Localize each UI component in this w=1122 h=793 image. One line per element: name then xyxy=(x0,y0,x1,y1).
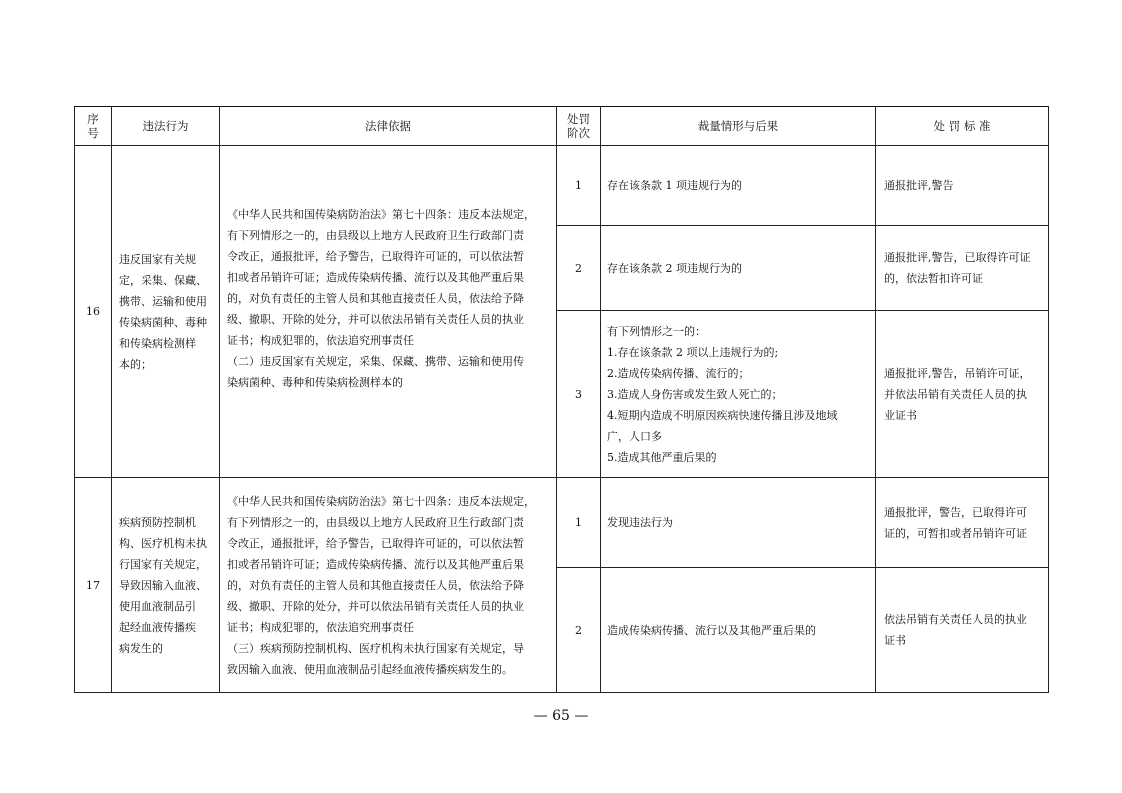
legal-basis-line: 证书；构成犯罪的，依法追究刑事责任 xyxy=(227,334,414,347)
row-17-violation xyxy=(112,478,220,693)
header-legal-basis: 法律依据 xyxy=(220,107,557,146)
page-number: — 65 — xyxy=(533,708,589,724)
standard-line: 通报批评,警告，吊销许可证， xyxy=(884,366,1031,380)
circumstance-line: 5.造成其他严重后果的 xyxy=(607,450,717,464)
standard-line: 证的，可暂扣或者吊销许可证 xyxy=(884,526,1027,540)
legal-basis-line: 令改正，通报批评，给予警告，已取得许可证的，可以依法暂 xyxy=(227,250,524,263)
circumstance-line: 3.造成人身伤害或发生致人死亡的； xyxy=(607,387,783,401)
row-16-standard-2 xyxy=(876,226,1049,311)
legal-basis-line: 证书；构成犯罪的，依法追究刑事责任 xyxy=(227,620,414,634)
standard-line: 通报批评,警告，已取得许可证 xyxy=(884,251,1031,264)
row-17-circumstances-1 xyxy=(601,478,876,568)
legal-basis-line: 染病菌种、毒种和传染病检测样本的 xyxy=(227,376,403,389)
legal-basis-line: 令改正，通报批评，给予警告，已取得许可证的，可以依法暂 xyxy=(227,536,524,550)
legal-basis-line: （二）违反国家有关规定，采集、保藏、携带、运输和使用传 xyxy=(227,355,524,368)
table-header-row xyxy=(75,107,1049,146)
row-17-legal-basis xyxy=(220,478,557,693)
violation-line: 疾病预防控制机 xyxy=(119,515,196,529)
circumstance-line: 发现违法行为 xyxy=(607,516,673,529)
legal-basis-line: 有下列情形之一的，由县级以上地方人民政府卫生行政部门责 xyxy=(227,515,524,529)
standard-line: 证书 xyxy=(884,634,906,647)
standard-line: 依法吊销有关责任人员的执业 xyxy=(884,613,1027,626)
circumstance-line: 造成传染病传播、流行以及其他严重后果的 xyxy=(607,623,816,637)
standard-line: 通报批评,警告 xyxy=(884,179,954,192)
violation-line: 定，采集、保藏、 xyxy=(119,273,207,287)
header-stage xyxy=(557,107,601,146)
header-seq xyxy=(75,107,112,146)
row-16-stage-1: 1 xyxy=(557,146,601,226)
violation-line: 起经血液传播疾 xyxy=(119,620,196,634)
violation-line: 病发生的 xyxy=(119,641,163,655)
header-stage-line-1: 处罚 xyxy=(567,112,590,126)
header-violation: 违法行为 xyxy=(112,107,220,146)
circumstance-line: 2.造成传染病传播、流行的； xyxy=(607,366,750,380)
row-16-stage-3: 3 xyxy=(557,311,601,478)
circumstance-line: 存在该条款 2 项违规行为的 xyxy=(607,261,742,275)
legal-basis-line: 有下列情形之一的，由县级以上地方人民政府卫生行政部门责 xyxy=(227,229,524,242)
standard-line: 的，依法暂扣许可证 xyxy=(884,272,983,285)
circumstance-line: 有下列情形之一的： xyxy=(607,324,706,338)
row-16-stage-2: 2 xyxy=(557,226,601,311)
standard-line: 通报批评，警告，已取得许可 xyxy=(884,505,1027,519)
row-17-standard-2 xyxy=(876,568,1049,693)
violation-line: 违反国家有关规 xyxy=(119,252,196,266)
violation-line: 本的； xyxy=(119,357,152,371)
row-16-violation xyxy=(112,146,220,478)
legal-basis-line: 致因输入血液、使用血液制品引起经血液传播疾病发生的。 xyxy=(227,662,513,676)
penalty-table xyxy=(74,106,1049,693)
violation-line: 和传染病检测样 xyxy=(119,336,196,350)
violation-line: 行国家有关规定， xyxy=(119,557,207,571)
row-17-stage-1: 1 xyxy=(557,478,601,568)
row-17-circumstances-2 xyxy=(601,568,876,693)
row-16-circumstances-2 xyxy=(601,226,876,311)
row-16-circumstances-1 xyxy=(601,146,876,226)
row-16-standard-3 xyxy=(876,311,1049,478)
circumstance-line: 1.存在该条款 2 项以上违规行为的; xyxy=(607,345,779,359)
circumstance-line: 存在该条款 1 项违规行为的 xyxy=(607,179,742,192)
legal-basis-line: 扣或者吊销许可证；造成传染病传播、流行以及其他严重后果 xyxy=(227,557,524,571)
row-17-seq: 17 xyxy=(75,478,112,693)
legal-basis-line: （三）疾病预防控制机构、医疗机构未执行国家有关规定，导 xyxy=(227,641,524,655)
row-16-seq: 16 xyxy=(75,146,112,478)
standard-line: 业证书 xyxy=(884,408,917,422)
table-row xyxy=(75,478,1049,568)
violation-line: 传染病菌种、毒种 xyxy=(119,315,207,329)
legal-basis-line: 扣或者吊销许可证；造成传染病传播、流行以及其他严重后果 xyxy=(227,271,524,284)
legal-basis-line: 《中华人民共和国传染病防治法》第七十四条：违反本法规定， xyxy=(227,494,535,508)
legal-basis-line: 级、撤职、开除的处分，并可以依法吊销有关责任人员的执业 xyxy=(227,313,524,326)
row-16-standard-1 xyxy=(876,146,1049,226)
header-standard: 处 罚 标 准 xyxy=(876,107,1049,146)
header-circumstances: 裁量情形与后果 xyxy=(601,107,876,146)
violation-line: 构、医疗机构未执 xyxy=(119,536,207,550)
violation-line: 使用血液制品引 xyxy=(119,599,196,613)
legal-basis-line: 级、撤职、开除的处分，并可以依法吊销有关责任人员的执业 xyxy=(227,599,524,613)
legal-basis-line: 的，对负有责任的主管人员和其他直接责任人员，依法给予降 xyxy=(227,292,524,305)
header-stage-line-2: 阶次 xyxy=(567,126,590,140)
violation-line: 携带、运输和使用 xyxy=(119,294,207,308)
header-seq-line-1: 序 xyxy=(87,112,99,126)
violation-line: 导致因输入血液、 xyxy=(119,578,207,592)
table-row xyxy=(75,146,1049,226)
row-17-stage-2: 2 xyxy=(557,568,601,693)
row-16-legal-basis xyxy=(220,146,557,478)
row-17-standard-1 xyxy=(876,478,1049,568)
row-16-circumstances-3 xyxy=(601,311,876,478)
standard-line: 并依法吊销有关责任人员的执 xyxy=(884,387,1027,401)
legal-basis-line: 《中华人民共和国传染病防治法》第七十四条：违反本法规定， xyxy=(227,208,535,221)
circumstance-line: 4.短期内造成不明原因疾病快速传播且涉及地域 xyxy=(607,408,838,422)
legal-basis-line: 的，对负有责任的主管人员和其他直接责任人员，依法给予降 xyxy=(227,578,524,592)
header-seq-line-2: 号 xyxy=(87,126,99,140)
circumstance-line: 广，人口多 xyxy=(607,429,662,443)
